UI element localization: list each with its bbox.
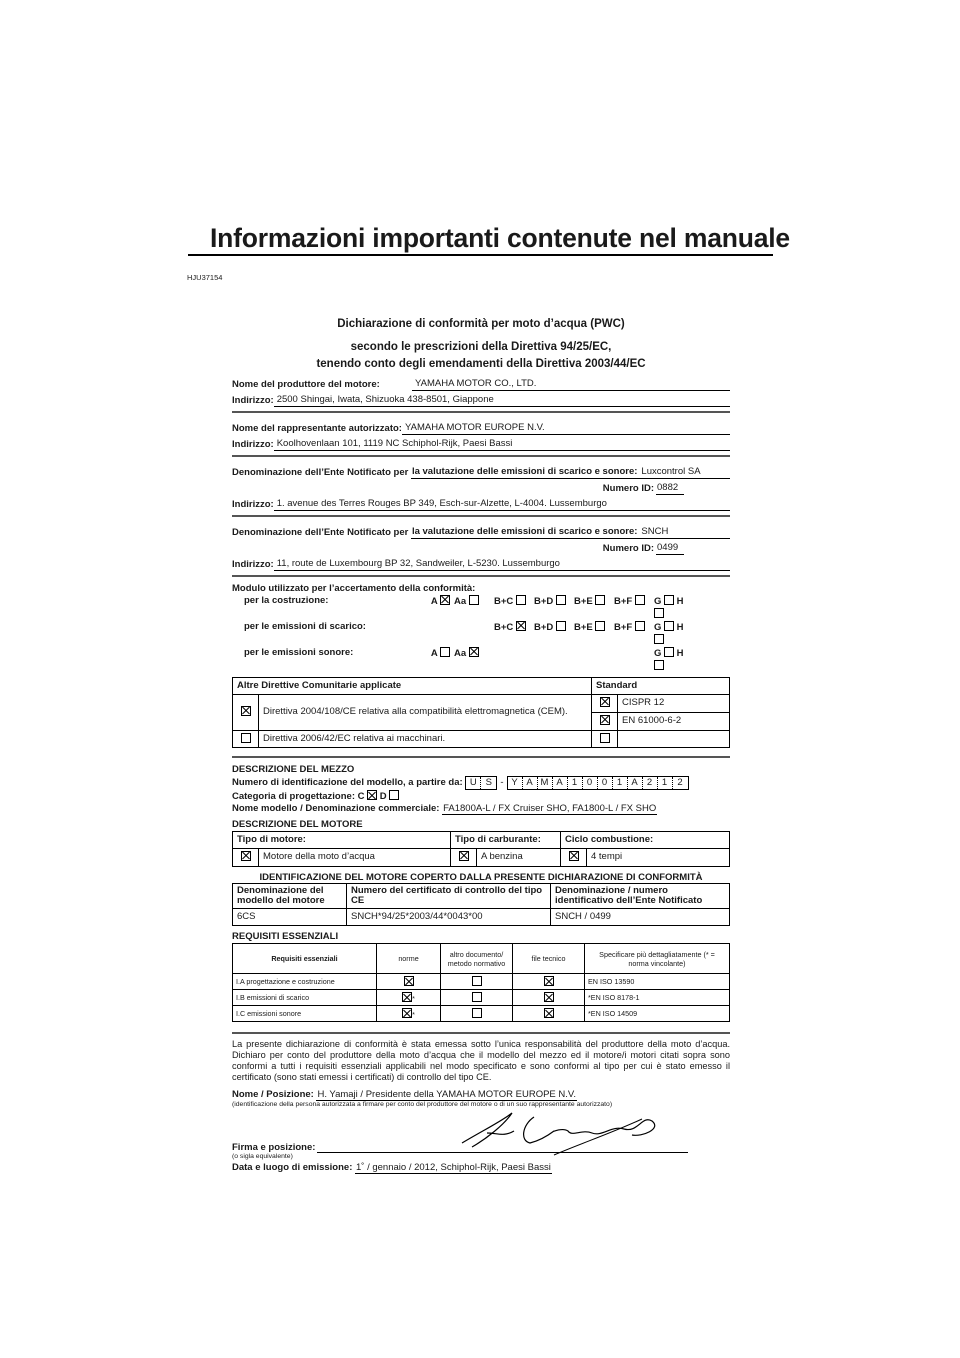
signatory-row: Nome / Posizione: H. Yamaji / Presidente della YAMAHA MOTOR EUROPE N.V. xyxy=(232,1089,577,1101)
engine-ident-table: Denominazione del modello del motore Numero del certificato di controllo del tipo CE Denominazione / numero identificativo dell’Ente Notificato 6CS SNCH*94/25*2003/44*0043*00 SNCH / 0499 xyxy=(232,883,730,926)
rep-address: Koolhovenlaan 101, 1119 NC Schiphol-Rijk, Paesi Bassi xyxy=(274,438,730,451)
checkbox-checked xyxy=(544,976,554,986)
signatory-name: H. Yamaji / Presidente della YAMAHA MOTOR EUROPE N.V. xyxy=(317,1089,577,1101)
producer-name-row: Nome del produttore del motore: YAMAHA MOTOR CO., LTD. xyxy=(232,375,730,391)
nb2-id: 0499 xyxy=(656,542,684,555)
modulo-title: Modulo utilizzato per l’accertamento della conformità: xyxy=(232,583,476,594)
rep-name-row: Nome del rappresentante autorizzato: YAMAHA MOTOR EUROPE N.V. xyxy=(232,419,730,435)
nb1-address-row: Indirizzo: 1. avenue des Terres Rouges BP 349, Esch-sur-Alzette, L-4004. Lussemburgo xyxy=(232,495,730,511)
checkbox-checked xyxy=(469,647,479,657)
checkbox xyxy=(389,790,399,800)
vin-code: Y A M A 1 0 0 1 A 2 1 2 xyxy=(507,776,689,790)
rep-name: YAMAHA MOTOR EUROPE N.V. xyxy=(402,422,730,435)
vehicle-section-title: DESCRIZIONE DEL MEZZO xyxy=(232,764,355,776)
signatory-note: (identificazione della persona autorizzata a firmare per conto del produttore del motore o di un suo rappresentante autorizzato) xyxy=(232,1101,613,1108)
signature-note: (o sigla equivalente) xyxy=(232,1153,293,1161)
checkbox-checked xyxy=(600,697,610,707)
requirements-section-title: REQUISITI ESSENZIALI xyxy=(232,931,339,943)
document-code: HJU37154 xyxy=(187,273,223,282)
nb1-id: 0882 xyxy=(656,482,684,495)
checkbox xyxy=(635,595,645,605)
checkbox xyxy=(472,976,482,986)
nb2-name: SNCH xyxy=(638,526,730,539)
closing-statement: La presente dichiarazione di conformità è stata emessa sotto l’unica responsabilità del produttore della moto d’acqua. Dichiaro per conto del produttore della moto d’acqua che il modello del mezzo ed il motore/i motori citati sopra sono conformi a tutti i requisiti essenziali applicabili nel modo specificato e sono conformi al tipo per cui è stato emesso il certificato (sono stati emessi i certificati) di controllo del tipo CE. xyxy=(232,1039,730,1083)
nb1-name: Luxcontrol SA xyxy=(638,466,730,479)
checkbox-checked xyxy=(569,851,579,861)
checkbox-checked xyxy=(241,851,251,861)
divider xyxy=(232,515,730,517)
checkbox-checked xyxy=(459,851,469,861)
signature-line xyxy=(317,1143,688,1153)
signature-label: Firma e posizione: xyxy=(232,1141,316,1153)
rep-address-row: Indirizzo: Koolhovenlaan 101, 1119 NC Schiphol-Rijk, Paesi Bassi xyxy=(232,435,730,451)
divider xyxy=(232,1032,730,1034)
producer-name: YAMAHA MOTOR CO., LTD. xyxy=(412,378,730,391)
engine-section-title: DESCRIZIONE DEL MOTORE xyxy=(232,818,363,830)
checkbox xyxy=(595,621,605,631)
nb2-address-row: Indirizzo: 11, route de Luxembourg BP 32, Sandweiler, L-5230. Lussemburgo xyxy=(232,555,730,571)
checkbox-checked xyxy=(600,715,610,725)
checkbox xyxy=(440,647,450,657)
checkbox xyxy=(635,621,645,631)
nb2-address: 11, route de Luxembourg BP 32, Sandweiler, L-5230. Lussemburgo xyxy=(274,558,730,571)
declaration-subtitle-1: secondo le prescrizioni della Direttiva 94/25/EC, xyxy=(350,341,612,353)
nb1-address: 1. avenue des Terres Rouges BP 349, Esch-sur-Alzette, L-4004. Lussemburgo xyxy=(274,498,730,511)
divider xyxy=(232,575,730,577)
title-rule xyxy=(188,254,773,256)
checkbox-checked xyxy=(402,992,412,1002)
modulo-grid: per la costruzione: A Aa B+C B+D B+E B+F G H per le emissioni di scarico: B+C B+D B+E B+F G H per le emissioni sonore: A Aa G H xyxy=(232,595,730,673)
checkbox xyxy=(600,733,610,743)
checkbox-checked xyxy=(402,1008,412,1018)
checkbox xyxy=(472,992,482,1002)
nb2-row: Denominazione dell’Ente Notificato per la valutazione delle emissioni di scarico e sonore: SNCH xyxy=(232,523,730,539)
divider xyxy=(232,455,730,457)
category-row: Categoria di progettazione: C D xyxy=(232,790,730,803)
engine-table: Tipo di motore: Tipo di carburante: Ciclo combustione: Motore della moto d’acqua A benzina 4 tempi xyxy=(232,831,730,867)
divider xyxy=(232,756,730,758)
checkbox xyxy=(664,621,674,631)
ident-section-title: IDENTIFICAZIONE DEL MOTORE COPERTO DALLA PRESENTE DICHIARAZIONE DI CONFORMITÀ xyxy=(259,871,703,883)
checkbox-checked xyxy=(440,595,450,605)
signature-area xyxy=(232,1109,730,1153)
checkbox xyxy=(516,595,526,605)
checkbox xyxy=(654,634,664,644)
page-title: Informazioni importanti contenute nel manuale xyxy=(210,223,790,253)
checkbox xyxy=(556,621,566,631)
checkbox xyxy=(654,660,664,670)
checkbox-checked xyxy=(241,706,251,716)
checkbox xyxy=(595,595,605,605)
declaration-subtitle-2: tenendo conto degli emendamenti della Direttiva 2003/44/EC xyxy=(316,358,646,370)
nb1-id-row: Numero ID: 0882 xyxy=(232,479,730,495)
other-directives-table: Altre Direttive Comunitarie applicate Standard Direttiva 2004/108/CE relativa alla compatibilità elettromagnetica (CEM). CISPR 12 EN 61000-6-2 Direttiva 2006/42/EC relativa ai macchinari. xyxy=(232,677,730,749)
requirements-table: Requisiti essenziali norme altro documento/ metodo normativo file tecnico Specificare più dettagliatamente (* = norma vincolante) I.A progettazione e costruzione EN ISO 13590 I.B emissioni di scarico * *EN ISO 8178-1 I.C emissioni sonore * *EN ISO 14509 xyxy=(232,943,730,1022)
model-name-row: Nome modello / Denominazione commerciale: FA1800A-L / FX Cruiser SHO, FA1800-L / FX SHO xyxy=(232,803,657,814)
checkbox xyxy=(469,595,479,605)
checkbox-checked xyxy=(367,790,377,800)
vin-prefix: U S xyxy=(465,776,497,790)
checkbox xyxy=(664,647,674,657)
checkbox-checked xyxy=(544,992,554,1002)
vin-row: Numero di identificazione del modello, a partire da: U S - Y A M A 1 0 0 1 A 2 1 2 xyxy=(232,776,730,790)
nb2-id-row: Numero ID: 0499 xyxy=(232,539,730,555)
issue-date-row: Data e luogo di emissione: 1˚ / gennaio / 2012, Schiphol-Rijk, Paesi Bassi xyxy=(232,1161,551,1173)
declaration-title: Dichiarazione di conformità per moto d’acqua (PWC) xyxy=(337,318,625,330)
divider xyxy=(232,411,730,413)
checkbox xyxy=(556,595,566,605)
checkbox xyxy=(664,595,674,605)
issue-date: 1˚ / gennaio / 2012, Schiphol-Rijk, Paesi Bassi xyxy=(356,1161,551,1173)
checkbox-checked xyxy=(404,976,414,986)
checkbox-checked xyxy=(516,621,526,631)
declaration-form xyxy=(232,316,730,1174)
checkbox-checked xyxy=(544,1008,554,1018)
producer-address: 2500 Shingai, Iwata, Shizuoka 438-8501, Giappone xyxy=(274,394,730,407)
checkbox xyxy=(241,733,251,743)
checkbox xyxy=(472,1008,482,1018)
model-name: FA1800A-L / FX Cruiser SHO, FA1800-L / FX SHO xyxy=(443,803,657,814)
producer-address-row: Indirizzo: 2500 Shingai, Iwata, Shizuoka 438-8501, Giappone xyxy=(232,391,730,407)
checkbox xyxy=(654,608,664,618)
nb1-row: Denominazione dell’Ente Notificato per la valutazione delle emissioni di scarico e sonore: Luxcontrol SA xyxy=(232,463,730,479)
